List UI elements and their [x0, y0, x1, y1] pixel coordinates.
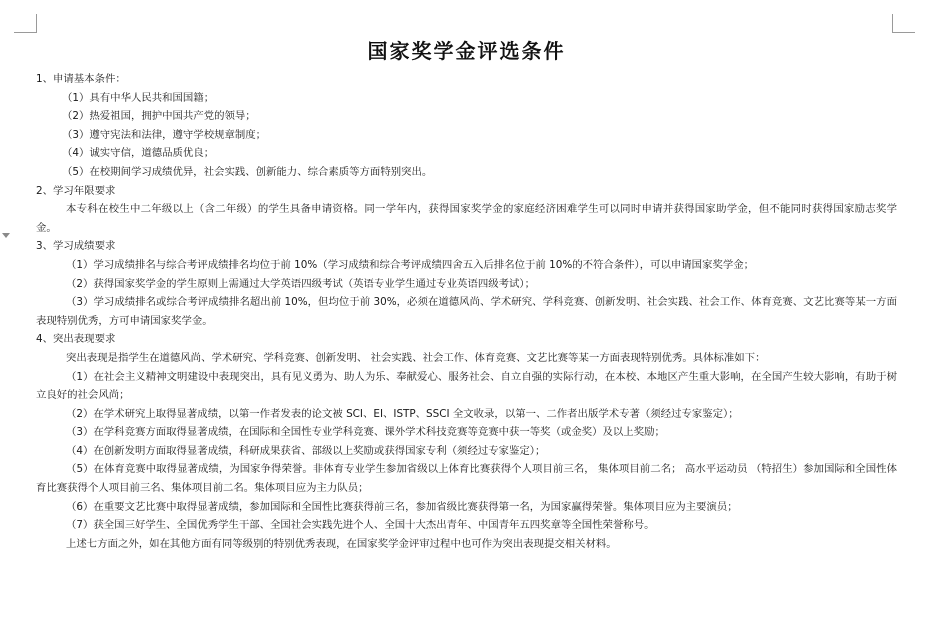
section-heading: 4、突出表现要求: [36, 333, 116, 346]
page-title: 国家奖学金评选条件: [367, 39, 566, 63]
section-heading: 2、学习年限要求: [36, 184, 116, 197]
paragraph: 本专科在校生中二年级以上（含二年级）的学生具备申请资格。同一学年内，获得国家奖学金的家庭经济困难学生可以同时申请并获得国家助学金，但不能同时获得国家励志奖学金。: [36, 203, 897, 234]
section-basic-conditions: [36, 70, 897, 182]
list-item: （2）热爱祖国，拥护中国共产党的领导；: [62, 110, 256, 123]
page-corner-mark-top-left: [14, 14, 37, 33]
list-item: （4）在创新发明方面取得显著成绩，科研成果获省、部级以上奖励或获得国家专利（须经过专家鉴定）；: [66, 444, 546, 457]
page-corner-mark-top-right: [892, 14, 915, 33]
collapse-marker-icon[interactable]: [2, 233, 10, 238]
section-outstanding-performance: [36, 330, 897, 553]
list-item: （5）在校期间学习成绩优异，社会实践、创新能力、综合素质等方面特别突出。: [62, 165, 433, 178]
list-item: （7）获全国三好学生、全国优秀学生干部、全国社会实践先进个人、全国十大杰出青年、中国青年五四奖章等全国性荣誉称号。: [66, 519, 655, 532]
list-item: （1）在社会主义精神文明建设中表现突出，具有见义勇为、助人为乐、奉献爱心、服务社会、自立自强的实际行动，在本校、本地区产生重大影响，在全国产生较大影响，有助于树立良好的社会风尚；: [36, 370, 897, 402]
list-item: （3）在学科竞赛方面取得显著成绩，在国际和全国性专业学科竞赛、课外学术科技竞赛等竞赛中获一等奖（或金奖）及以上奖励；: [66, 426, 665, 439]
paragraph-closing: 上述七方面之外，如在其他方面有同等级别的特别优秀表现，在国家奖学金评审过程中也可作为突出表现提交相关材料。: [66, 537, 617, 550]
list-item: （3）遵守宪法和法律，遵守学校规章制度；: [62, 128, 267, 141]
list-item: （1）学习成绩排名与综合考评成绩排名均位于前 10%（学习成绩和综合考评成绩四舍五入后排名位于前 10%的不符合条件），可以申请国家奖学金；: [66, 258, 755, 271]
section-heading: 3、学习成绩要求: [36, 240, 116, 253]
section-academic-performance: [36, 237, 897, 330]
list-item: （4）诚实守信，道德品质优良；: [62, 147, 215, 160]
list-item: （2）获得国家奖学金的学生原则上需通过大学英语四级考试（英语专业学生通过专业英语四级考试）；: [66, 277, 535, 290]
list-item: （1）具有中华人民共和国国籍；: [62, 91, 215, 104]
document-page: [36, 36, 897, 553]
list-item: （3）学习成绩排名或综合考评成绩排名超出前 10%，但均位于前 30%，必须在道德风尚、学术研究、学科竞赛、创新发明、社会实践、社会工作、体育竞赛、文艺比赛等某一方面表现特别优秀，方可申请国家奖学金。: [36, 296, 897, 327]
list-item: （6）在重要文艺比赛中取得显著成绩，参加国际和全国性比赛获得前三名，参加省级比赛获得第一名，为国家赢得荣誉。集体项目应为主要演员；: [66, 500, 738, 513]
section-study-years: [36, 182, 897, 238]
list-item: （5）在体育竞赛中取得显著成绩，为国家争得荣誉。非体育专业学生参加省级以上体育比赛获得个人项目前三名， 集体项目前二名； 高水平运动员 （特招生）参加国际和全国性体育比赛获得个人项目前三名、集体项目前二名。集体项目应为主力队员；: [36, 463, 897, 495]
list-item: （2）在学术研究上取得显著成绩，以第一作者发表的论文被 SCI、EI、ISTP、SSCI 全文收录，以第一、二作者出版学术专著（须经过专家鉴定）；: [66, 407, 739, 420]
section-heading: 1、申请基本条件：: [36, 73, 126, 85]
paragraph-intro: 突出表现是指学生在道德风尚、学术研究、学科竞赛、创新发明、 社会实践、社会工作、体育竞赛、文艺比赛等某一方面表现特别优秀。具体标准如下：: [66, 351, 766, 364]
